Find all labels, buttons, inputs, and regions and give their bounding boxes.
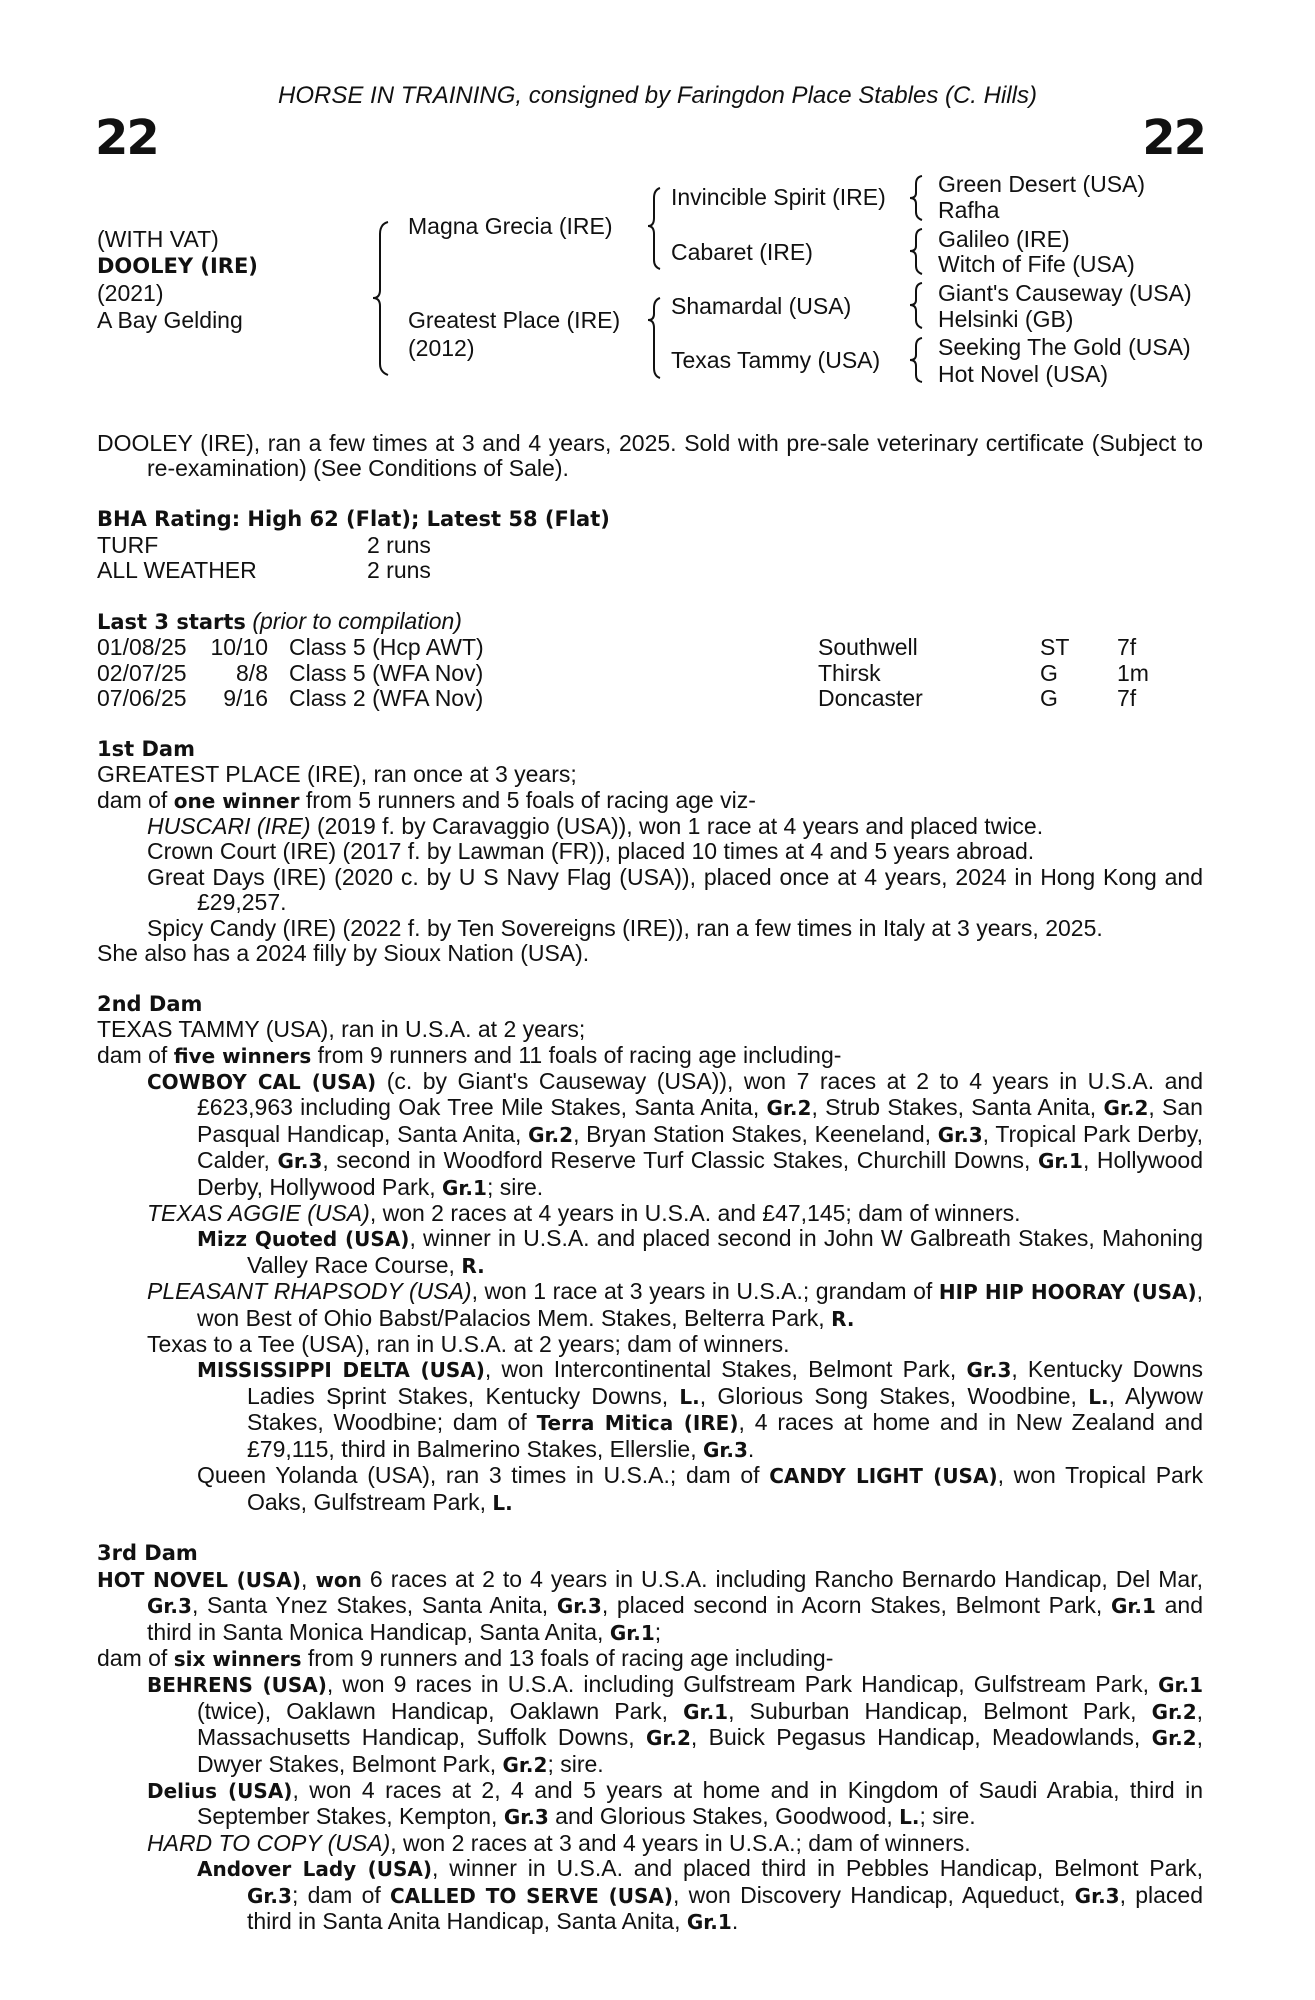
pedigree-paragraph (97, 814, 1203, 839)
bold-text: L. (1088, 1384, 1109, 1409)
pedigree-paragraph (97, 839, 1203, 864)
pedigree-paragraph (97, 1017, 1203, 1042)
bold-text: Gr.3 (147, 1594, 192, 1619)
start-class: Class 5 (WFA Nov) (289, 659, 484, 686)
pedigree-paragraph (97, 1226, 1203, 1279)
bold-text: L. (492, 1490, 513, 1515)
bold-text: Gr.2 (502, 1752, 548, 1777)
gen3-ancestor: Giant's Causeway (USA) (938, 280, 1192, 306)
dam-name: Greatest Place (IRE) (408, 307, 621, 333)
bold-text: Gr.1 (686, 1910, 732, 1934)
start-venue: Southwell (818, 634, 918, 661)
page-header-title: HORSE IN TRAINING, consigned by Faringdon Place Stables (C. Hills) (278, 82, 1037, 109)
bold-text: Mizz Quoted (USA) (197, 1227, 410, 1252)
dam-heading: 3rd Dam (97, 1541, 198, 1566)
bold-text: COWBOY CAL (USA) (147, 1070, 377, 1095)
start-date: 07/06/25 (97, 684, 187, 711)
intro-text: DOOLEY (IRE), ran a few times at 3 and 4 years, 2025. Sold with pre-sale veterinary certificate (Subject to re-examination) (See Conditions of Sale). (97, 430, 1203, 482)
catalogue-body (97, 431, 1203, 1935)
pedigree-paragraph (97, 941, 1203, 966)
pedigree-paragraph (97, 1646, 1203, 1672)
gen3-brace-1 (910, 176, 922, 220)
text-segment: Great Days (IRE) (2020 c. by U S Navy Flag (USA)), placed once at 4 years, 2024 in Hong Kong and £29,257. (147, 863, 1203, 916)
bold-text: Gr.2 (645, 1726, 691, 1751)
text-segment: (twice), Oaklawn Handicap, Oaklawn Park, (197, 1697, 684, 1724)
gen3-brace-2 (910, 229, 922, 274)
text-segment: (2019 f. by Caravaggio (USA)), won 1 race at 4 years and placed twice. (310, 812, 1044, 839)
start-row (97, 661, 1203, 686)
dam-sections (97, 711, 1203, 1935)
dam-brace (648, 298, 660, 378)
gen2-sire-dam: Cabaret (IRE) (671, 239, 813, 265)
text-segment: , Santa Ynez Stakes, Santa Anita, (191, 1592, 557, 1619)
gen3-ancestor: Helsinki (GB) (938, 306, 1074, 332)
text-segment: , won Intercontinental Stakes, Belmont Park, (484, 1356, 967, 1383)
bold-text: Gr.2 (1151, 1699, 1197, 1724)
bold-text: CALLED TO SERVE (USA) (390, 1883, 674, 1908)
text-segment: , Hollywood Derby, Hollywood Park, (197, 1147, 1204, 1200)
bold-text: Gr.2 (1103, 1096, 1149, 1121)
text-segment: , Bryan Station Stakes, Keeneland, (573, 1120, 938, 1147)
text-segment: , won 9 races in U.S.A. including Gulfstream Park Handicap, Gulfstream Park, (326, 1671, 1159, 1698)
dam-year: (2012) (408, 335, 475, 361)
pedigree-paragraph (97, 1463, 1203, 1516)
bold-text: Gr.1 (442, 1175, 487, 1200)
rating-surface: ALL WEATHER (97, 557, 257, 583)
text-segment: dam of (97, 786, 174, 813)
pedigree-paragraph (97, 1069, 1203, 1201)
text-segment: from 9 runners and 11 foals of racing age including- (311, 1041, 842, 1068)
italic-text: HUSCARI (IRE) (147, 812, 311, 839)
text-segment: , 4 races at home and in New Zealand and £79,115, third in Balmerino Stakes, Ellerslie, (247, 1409, 1204, 1462)
start-class: Class 5 (Hcp AWT) (289, 634, 484, 661)
text-segment: ; sire. (486, 1173, 544, 1200)
start-date: 01/08/25 (97, 634, 187, 661)
gen3-ancestor: Hot Novel (USA) (938, 361, 1108, 387)
start-dist: 7f (1117, 634, 1137, 661)
text-segment: , winner in U.S.A. and placed second in John W Galbreath Stakes, Mahoning Valley Race Course, (247, 1225, 1203, 1278)
text-segment: ; dam of (291, 1881, 390, 1908)
text-segment: , second in Woodford Reserve Turf Classic Stakes, Churchill Downs, (322, 1147, 1038, 1174)
text-segment: , (301, 1565, 316, 1592)
gen3-ancestor: Galileo (IRE) (938, 226, 1070, 252)
start-venue: Thirsk (818, 659, 881, 686)
start-pos: 9/16 (223, 684, 268, 711)
bold-text: Gr.2 (1151, 1726, 1197, 1751)
gen2-dam-dam: Texas Tammy (USA) (671, 347, 881, 373)
text-segment: , Buick Pegasus Handicap, Meadowlands, (690, 1724, 1152, 1751)
bold-text: Andover Lady (USA) (197, 1857, 433, 1882)
text-segment: Queen Yolanda (USA), ran 3 times in U.S.A.; dam of (197, 1462, 770, 1489)
bold-text: Gr.1 (1111, 1594, 1156, 1619)
text-segment: , winner in U.S.A. and placed third in Pebbles Handicap, Belmont Park, (432, 1855, 1203, 1882)
bold-text: Gr.3 (1074, 1883, 1120, 1908)
text-segment: . (747, 1435, 755, 1462)
text-segment: dam of (97, 1644, 174, 1671)
bold-text: R. (461, 1253, 485, 1278)
gen3-ancestor: Green Desert (USA) (938, 171, 1146, 197)
pedigree-paragraph (97, 1567, 1203, 1646)
gen3-brace-3 (910, 283, 922, 328)
lot-number-right: 22 (1142, 110, 1205, 166)
text-segment: , Massachusetts Handicap, Suffolk Downs, (197, 1697, 1204, 1751)
text-segment: from 9 runners and 13 foals of racing age including- (301, 1644, 834, 1671)
bold-text: Gr.3 (702, 1437, 748, 1462)
start-pos: 10/10 (210, 634, 268, 661)
pedigree-paragraph (97, 916, 1203, 941)
horse-name: DOOLEY (IRE) (97, 254, 258, 278)
last-starts-note: (prior to compilation) (252, 607, 462, 634)
gen3-ancestor: Rafha (938, 197, 1000, 223)
vat-label: (WITH VAT) (97, 226, 219, 252)
start-venue: Doncaster (818, 684, 923, 711)
horse-description: A Bay Gelding (97, 307, 243, 333)
rating-runs: 2 runs (367, 531, 431, 558)
start-going: G (1040, 684, 1058, 711)
bold-text: Gr.3 (503, 1805, 549, 1830)
last-starts-table (97, 635, 1203, 711)
start-row (97, 635, 1203, 660)
text-segment: , won 4 races at 2, 4 and 5 years at home and in Kingdom of Saudi Arabia, third in September Stakes, Kempton, (197, 1776, 1203, 1830)
start-pos: 8/8 (236, 659, 268, 686)
pedigree-paragraph (97, 762, 1203, 787)
text-segment: Texas to a Tee (USA), ran in U.S.A. at 2 years; dam of winners. (147, 1331, 790, 1358)
pedigree-paragraph (97, 788, 1203, 814)
bold-text: five winners (173, 1043, 312, 1068)
gen3-brace-4 (910, 338, 922, 382)
sire-dam-brace (373, 222, 388, 375)
horse-year: (2021) (97, 280, 164, 306)
text-segment: and third in Santa Monica Handicap, Santa Anita, (147, 1592, 1204, 1645)
italic-text: TEXAS AGGIE (USA) (147, 1200, 370, 1227)
start-dist: 1m (1117, 659, 1149, 686)
bold-text: L. (679, 1384, 700, 1409)
italic-text: PLEASANT RHAPSODY (USA) (147, 1278, 472, 1305)
text-segment: , won Tropical Park Oaks, Gulfstream Park, (247, 1462, 1203, 1515)
bold-text: Gr.1 (1158, 1673, 1204, 1698)
text-segment: , Alywow Stakes, Woodbine; dam of (247, 1382, 1203, 1436)
start-date: 02/07/25 (97, 659, 187, 686)
text-segment: , won 2 races at 4 years in U.S.A. and £47,145; dam of winners. (369, 1200, 1021, 1227)
bold-text: Gr.1 (1038, 1149, 1083, 1174)
pedigree-paragraph (97, 1201, 1203, 1226)
text-segment: , Kentucky Downs Ladies Sprint Stakes, Kentucky Downs, (247, 1356, 1203, 1409)
text-segment: ; sire. (547, 1750, 604, 1777)
text-segment: , San Pasqual Handicap, Santa Anita, (197, 1094, 1203, 1147)
bold-text: Gr.3 (277, 1149, 323, 1174)
text-segment: , Strub Stakes, Santa Anita, (811, 1094, 1104, 1121)
text-segment: , Dwyer Stakes, Belmont Park, (197, 1724, 1203, 1777)
pedigree-paragraph (97, 1043, 1203, 1069)
gen2-dam-sire: Shamardal (USA) (671, 293, 852, 319)
bold-text: BEHRENS (USA) (147, 1673, 327, 1698)
dam-heading: 1st Dam (97, 736, 195, 761)
bha-rating-title: BHA Rating: High 62 (Flat); Latest 58 (Flat) (97, 507, 610, 532)
text-segment: , Tropical Park Derby, Calder, (197, 1120, 1203, 1174)
rating-row (97, 533, 1203, 558)
text-segment: 6 races at 2 to 4 years in U.S.A. including Rancho Bernardo Handicap, Del Mar, (361, 1565, 1203, 1592)
bold-text: R. (831, 1306, 855, 1331)
pedigree-paragraph (97, 1856, 1203, 1935)
text-segment: , won 2 races at 3 and 4 years in U.S.A.; dam of winners. (390, 1829, 971, 1856)
text-segment: GREATEST PLACE (IRE), ran once at 3 years; (97, 761, 577, 788)
start-going: G (1040, 659, 1058, 686)
text-segment: dam of (97, 1041, 174, 1068)
sire-name: Magna Grecia (IRE) (408, 213, 613, 239)
bold-text: Gr.1 (609, 1620, 655, 1645)
bold-text: Terra Mitica (IRE) (536, 1411, 739, 1436)
bold-text: one winner (173, 788, 300, 813)
bold-text: Gr.3 (556, 1594, 602, 1619)
pedigree-paragraph (97, 1672, 1203, 1778)
pedigree-paragraph (97, 1357, 1203, 1463)
bold-text: Delius (USA) (147, 1778, 293, 1803)
start-row (97, 686, 1203, 711)
bold-text: L. (899, 1805, 920, 1830)
pedigree-paragraph (97, 1279, 1203, 1332)
text-segment: , won Discovery Handicap, Aqueduct, (673, 1881, 1075, 1908)
rating-row (97, 558, 1203, 583)
bold-text: Gr.3 (966, 1358, 1012, 1383)
text-segment: ; (654, 1618, 662, 1645)
bold-text: Gr.2 (528, 1122, 574, 1147)
italic-text: HARD TO COPY (USA) (147, 1829, 391, 1856)
pedigree-paragraph (97, 865, 1203, 916)
rating-runs: 2 runs (367, 557, 431, 583)
text-segment: , won Best of Ohio Babst/Palacios Mem. Stakes, Belterra Park, (197, 1278, 1203, 1331)
gen2-sire-sire: Invincible Spirit (IRE) (671, 184, 886, 210)
dam-heading: 2nd Dam (97, 991, 203, 1016)
start-class: Class 2 (WFA Nov) (289, 684, 484, 711)
text-segment: , Suburban Handicap, Belmont Park, (728, 1697, 1152, 1724)
gen3-ancestor: Witch of Fife (USA) (938, 251, 1135, 277)
lot-number-left: 22 (95, 110, 158, 166)
text-segment: ; sire. (919, 1803, 976, 1830)
text-segment: , placed second in Acorn Stakes, Belmont Park, (601, 1592, 1111, 1619)
bold-text: won (315, 1567, 362, 1592)
bold-text: Gr.3 (937, 1122, 983, 1147)
last-starts-heading: Last 3 starts (97, 609, 246, 634)
pedigree-paragraph (97, 1332, 1203, 1357)
rating-surface: TURF (97, 531, 159, 558)
text-segment: She also has a 2024 filly by Sioux Nation (USA). (97, 940, 590, 966)
text-segment: , placed third in Santa Anita Handicap, Santa Anita, (247, 1881, 1204, 1934)
bold-text: Gr.2 (766, 1096, 812, 1121)
pedigree-paragraph (97, 1831, 1203, 1856)
pedigree-paragraph (97, 1778, 1203, 1831)
bold-text: HIP HIP HOORAY (USA) (938, 1280, 1197, 1305)
text-segment: (c. by Giant's Causeway (USA)), won 7 races at 2 to 4 years in U.S.A. and £623,963 including Oak Tree Mile Stakes, Santa Anita, (197, 1068, 1203, 1121)
text-segment: TEXAS TAMMY (USA), ran in U.S.A. at 2 years; (97, 1016, 586, 1043)
text-segment: and Glorious Stakes, Goodwood, (548, 1803, 900, 1830)
start-going: ST (1040, 634, 1070, 661)
bold-text: CANDY LIGHT (USA) (769, 1464, 998, 1489)
bold-text: Gr.1 (683, 1699, 729, 1724)
start-dist: 7f (1117, 684, 1137, 711)
text-segment: , Glorious Song Stakes, Woodbine, (699, 1382, 1089, 1409)
bold-text: six winners (173, 1646, 302, 1671)
bold-text: MISSISSIPPI DELTA (USA) (197, 1358, 485, 1383)
text-segment: , won 1 race at 3 years in U.S.A.; grandam of (471, 1278, 939, 1305)
bold-text: Gr.3 (247, 1883, 292, 1908)
text-segment: from 5 runners and 5 foals of racing age viz- (299, 786, 756, 813)
bold-text: HOT NOVEL (USA) (97, 1567, 302, 1592)
text-segment: Spicy Candy (IRE) (2022 f. by Ten Sovereigns (IRE)), ran a few times in Italy at 3 years, 2025. (147, 914, 1103, 941)
last-starts-title (97, 609, 1203, 635)
gen3-ancestor: Seeking The Gold (USA) (938, 334, 1191, 360)
sire-brace (648, 188, 660, 269)
text-segment: . (731, 1908, 739, 1934)
text-segment: Crown Court (IRE) (2017 f. by Lawman (FR)), placed 10 times at 4 and 5 years abroad. (147, 838, 1035, 865)
